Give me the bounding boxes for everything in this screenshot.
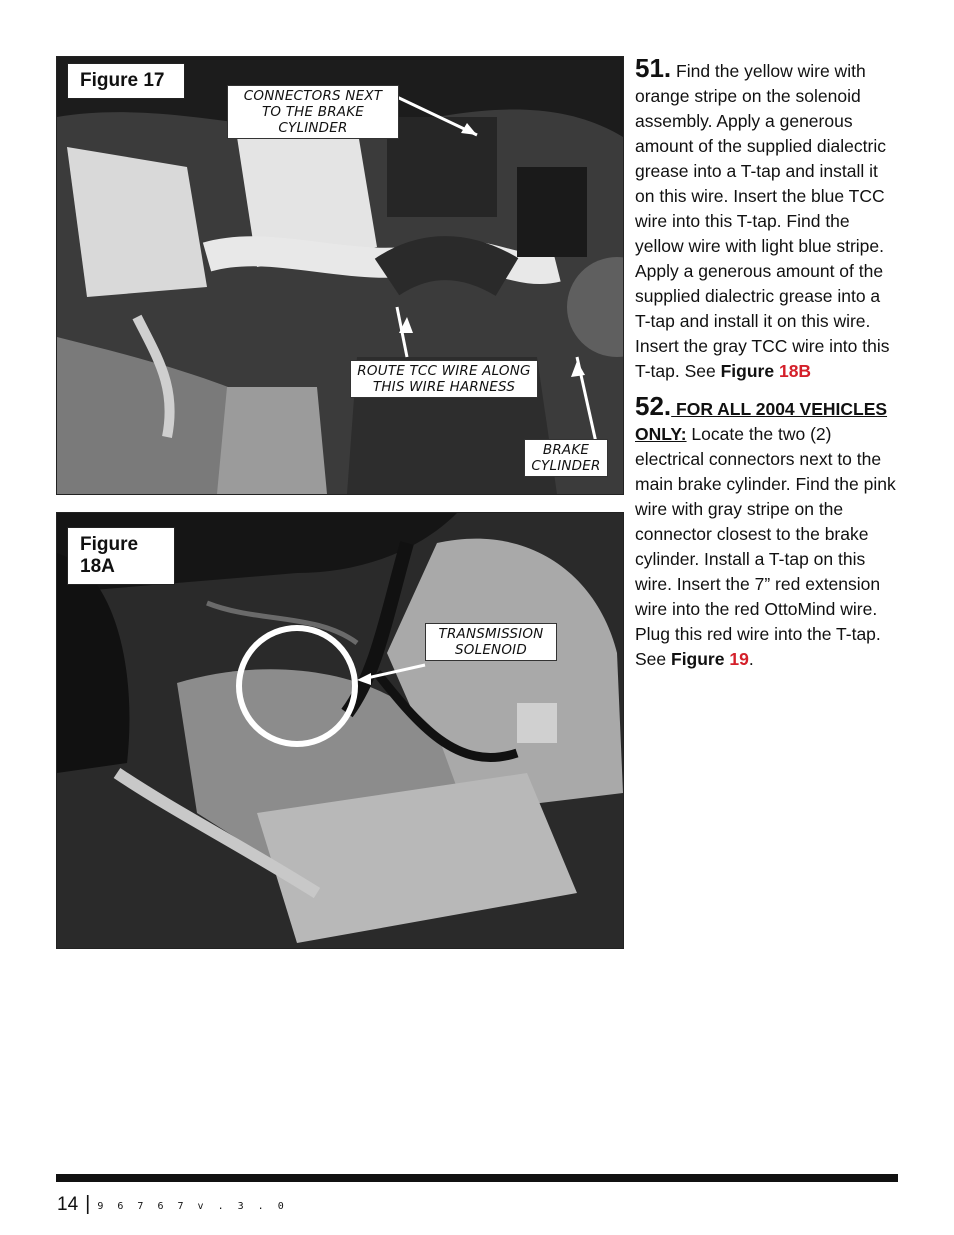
- step-51-figure-word: Figure: [720, 361, 775, 381]
- step-52-figure-ref: 19: [724, 649, 749, 669]
- step-52-text: Locate the two (2) electrical connectors next to the main brake cylinder. Find the pink wire with gray stripe on the connector closest to the brake cylinder. Install a T-tap on this wire. Insert the 7” red extension wire into the red OttoMind wire. Plug this red wire into the T-tap. See: [635, 424, 896, 669]
- callout-transmission-solenoid: TRANSMISSION SOLENOID: [425, 623, 557, 661]
- callout-connectors: CONNECTORS NEXT TO THE BRAKE CYLINDER: [227, 85, 399, 139]
- step-51-figure-ref: 18B: [774, 361, 812, 381]
- figure-17-label: Figure 17: [67, 63, 185, 99]
- figure-18a-photo: [56, 512, 624, 949]
- figure-17-photo: [56, 56, 624, 495]
- callout-brake-cylinder: BRAKE CYLINDER: [524, 439, 608, 477]
- step-52-end: .: [748, 649, 754, 669]
- page-number: 14: [57, 1193, 79, 1215]
- instructions-column: [635, 53, 900, 682]
- figure-18a-label: Figure 18A: [67, 527, 175, 585]
- step-52: [635, 391, 900, 672]
- step-51-number: 51.: [635, 53, 672, 83]
- step-52-number: 52.: [635, 391, 672, 421]
- step-52-heading: FOR ALL 2004 VEHICLES ONLY:: [635, 399, 888, 444]
- step-51-text: Find the yellow wire with orange stripe on the solenoid assembly. Apply a generous amount of the supplied dialectric grease into a T-tap and install it on this wire. Insert the blue TCC wire into this T-tap. Find the yellow wire with light blue stripe. Apply a generous amount of the supplied dialectric grease into a T-tap and install it on this wire. Insert the gray TCC wire into this T-tap. See: [635, 61, 890, 381]
- callout-route-tcc: ROUTE TCC WIRE ALONG THIS WIRE HARNESS: [350, 360, 538, 398]
- footer-separator: |: [85, 1193, 91, 1215]
- step-51: [635, 53, 900, 384]
- page-footer: [57, 1193, 288, 1216]
- step-52-figure-word: Figure: [671, 649, 725, 669]
- document-version: 9 6 7 6 7 v . 3 . 0: [97, 1201, 288, 1212]
- footer-rule: [56, 1174, 898, 1182]
